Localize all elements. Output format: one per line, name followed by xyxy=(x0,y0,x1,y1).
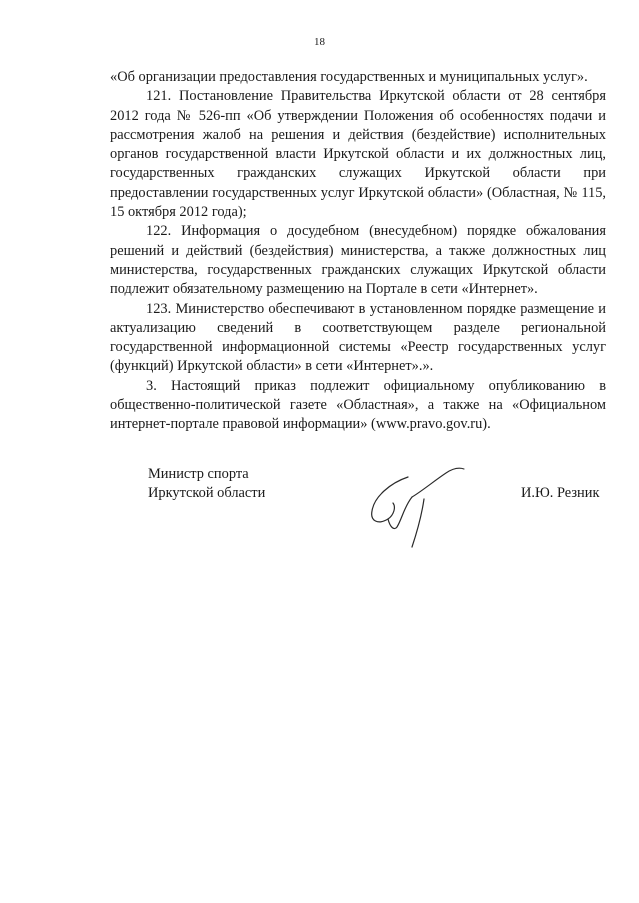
paragraph-item-121: 121. Постановление Правительства Иркутской области от 28 сентября 2012 года № 526-пп «Об утверждении Положения об особенностях подачи и рассмотрения жалоб на решения и действия (бездействие) исполнительных органов государственной власти Иркутской области и их должностных лиц, государственных гражданских служащих Иркутской области при предоставлении государственных услуг Иркутской области» (Областная, № 115, 15 октября 2012 года); xyxy=(110,88,606,221)
signatory-position xyxy=(148,465,265,503)
paragraph-item-3: 3. Настоящий приказ подлежит официальному опубликованию в общественно-политической газете «Областная», а также на «Официальном интернет-портале правовой информации» (www.pravo.gov.ru). xyxy=(110,377,606,433)
handwritten-signature xyxy=(360,455,480,555)
signatory-position-line: Министр спорта xyxy=(148,466,249,482)
signatory-name: И.Ю. Резник xyxy=(521,485,600,501)
signatory-position-line: Иркутской области xyxy=(148,485,266,501)
paragraph-continuation: «Об организации предоставления государственных и муниципальных услуг». xyxy=(110,69,588,85)
paragraph-item-123: 123. Министерство обеспечивают в установленном порядке размещение и актуализацию сведений в соответствующем разделе региональной государственной информационной системы «Реестр государственных услуг (функций) Иркутской области» в сети «Интернет».». xyxy=(110,300,606,375)
paragraph-item-122: 122. Информация о досудебном (внесудебном) порядке обжалования решений и действий (бездействия) министерства, а также должностных лиц министерства, государственных гражданских служащих Иркутской области подлежит обязательному размещению на Портале в сети «Интернет». xyxy=(110,223,606,298)
page-number: 18 xyxy=(314,36,325,48)
document-body xyxy=(110,68,606,435)
